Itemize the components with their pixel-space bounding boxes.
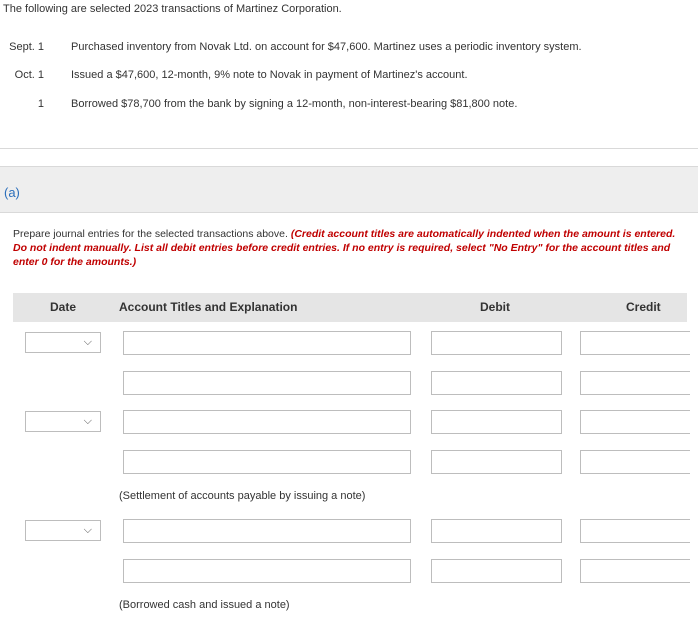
instructions-emphasis: (Credit account titles are automatically indented when the amount is entered. Do not indent manually. List all debit entries before credit entries. If no entry is required, select "No Entry" for the account titles and enter 0 for the amounts.)	[13, 228, 676, 268]
account-title-input[interactable]	[123, 371, 411, 395]
transaction-description: Purchased inventory from Novak Ltd. on account for $47,600. Martinez uses a periodic inventory system.	[71, 41, 582, 53]
debit-input[interactable]	[431, 371, 562, 395]
transaction-row	[0, 41, 698, 57]
date-select[interactable]	[25, 332, 101, 353]
account-title-input[interactable]	[123, 519, 411, 543]
credit-input[interactable]	[580, 450, 690, 474]
header-debit: Debit	[480, 300, 510, 314]
intro-text: The following are selected 2023 transactions of Martinez Corporation.	[3, 3, 342, 15]
debit-input[interactable]	[431, 410, 562, 434]
journal-table-header	[13, 293, 687, 322]
credit-input[interactable]	[580, 410, 690, 434]
date-select[interactable]	[25, 411, 101, 432]
credit-input[interactable]	[580, 519, 690, 543]
entry-explanation: (Borrowed cash and issued a note)	[119, 599, 290, 611]
transaction-row	[0, 69, 698, 85]
part-label: (a)	[4, 185, 20, 200]
instructions	[13, 227, 683, 269]
header-credit: Credit	[626, 300, 661, 314]
account-title-input[interactable]	[123, 450, 411, 474]
transaction-date: 1	[37, 98, 44, 110]
account-title-input[interactable]	[123, 559, 411, 583]
credit-input[interactable]	[580, 371, 690, 395]
debit-input[interactable]	[431, 450, 562, 474]
section-divider	[0, 148, 698, 149]
debit-input[interactable]	[431, 331, 562, 355]
debit-input[interactable]	[431, 519, 562, 543]
entry-explanation: (Settlement of accounts payable by issuing a note)	[119, 490, 366, 502]
chevron-down-icon: ⌵	[83, 415, 92, 427]
credit-input[interactable]	[580, 331, 690, 355]
header-account: Account Titles and Explanation	[119, 300, 298, 314]
chevron-down-icon: ⌵	[83, 336, 92, 348]
date-select[interactable]	[25, 520, 101, 541]
instructions-plain: Prepare journal entries for the selected transactions above.	[13, 228, 291, 240]
credit-input[interactable]	[580, 559, 690, 583]
account-title-input[interactable]	[123, 410, 411, 434]
transaction-date: Sept. 1	[9, 41, 44, 53]
chevron-down-icon: ⌵	[83, 524, 92, 536]
header-date: Date	[50, 300, 77, 314]
account-title-input[interactable]	[123, 331, 411, 355]
transaction-description: Issued a $47,600, 12-month, 9% note to Novak in payment of Martinez's account.	[71, 69, 468, 81]
debit-input[interactable]	[431, 559, 562, 583]
transaction-row	[0, 98, 698, 114]
transaction-description: Borrowed $78,700 from the bank by signing a 12-month, non-interest-bearing $81,800 note.	[71, 98, 518, 110]
part-header-band	[0, 166, 698, 213]
transaction-date: Oct. 1	[14, 69, 44, 81]
